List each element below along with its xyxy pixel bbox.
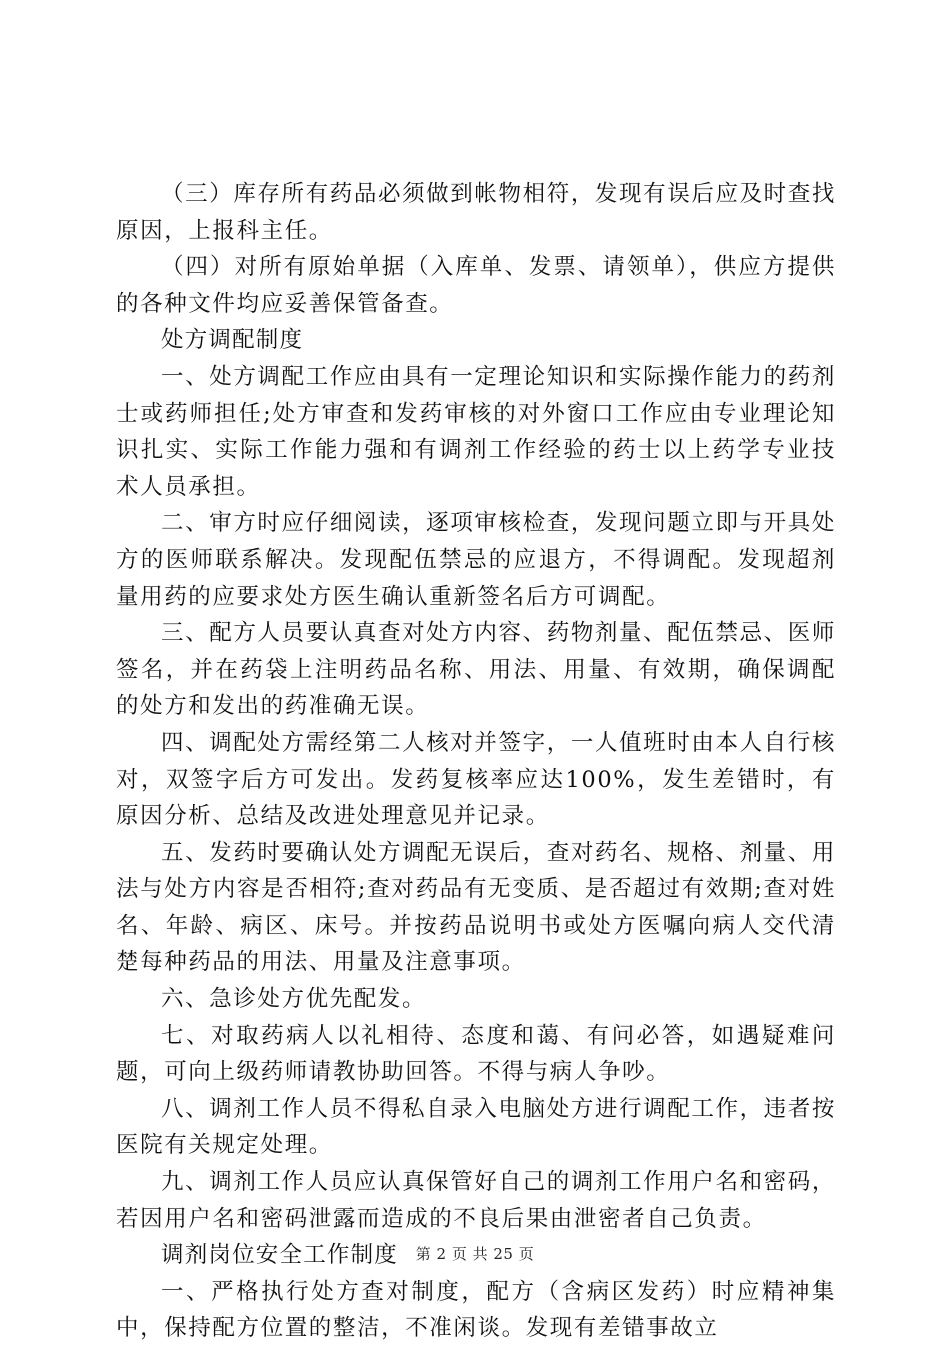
page-number: 第 2 页 共 25 页 bbox=[415, 1245, 535, 1263]
paragraph-safety-rule-1: 一、严格执行处方查对制度，配方（含病区发药）时应精神集中，保持配方位置的整洁，不准闲谈。发现有差错事故立 bbox=[116, 1278, 836, 1342]
paragraph-rule-3: 三、配方人员要认真查对处方内容、药物剂量、配伍禁忌、医师签名，并在药袋上注明药品名称、用法、用量、有效期，确保调配的处方和发出的药准确无误。 bbox=[116, 620, 836, 720]
paragraph-rule-6: 六、急诊处方优先配发。 bbox=[161, 986, 427, 1013]
paragraph-inventory-check: （三）库存所有药品必须做到帐物相符，发现有误后应及时查找原因，上报科主任。 bbox=[116, 181, 836, 244]
paragraph-rule-2: 二、审方时应仔细阅读，逐项审核检查，发现问题立即与开具处方的医师联系解决。发现配伍禁忌的应退方，不得调配。发现超剂量用药的应要求处方医生确认重新签名后方可调配。 bbox=[116, 510, 836, 610]
paragraph-document-storage: （四）对所有原始单据（入库单、发票、请领单），供应方提供的各种文件均应妥善保管备查。 bbox=[116, 254, 836, 317]
paragraph-rule-8: 八、调剂工作人员不得私自录入电脑处方进行调配工作，违者按医院有关规定处理。 bbox=[116, 1095, 836, 1159]
page-footer bbox=[0, 1243, 950, 1264]
section-heading-safety-rules: 调剂岗位安全工作制度 bbox=[161, 1242, 399, 1269]
document-body bbox=[116, 176, 836, 1347]
paragraph-rule-9: 九、调剂工作人员应认真保管好自己的调剂工作用户名和密码，若因用户名和密码泄露而造成的不良后果由泄密者自己负责。 bbox=[116, 1169, 836, 1232]
paragraph-rule-1: 一、处方调配工作应由具有一定理论知识和实际操作能力的药剂士或药师担任;处方审查和发药审核的对外窗口工作应由专业理论知识扎实、实际工作能力强和有调剂工作经验的药士以上药学专业技术人员承担。 bbox=[116, 363, 836, 500]
paragraph-rule-5: 五、发药时要确认处方调配无误后，查对药名、规格、剂量、用法与处方内容是否相符;查对药品有无变质、是否超过有效期;查对姓名、年龄、病区、床号。并按药品说明书或处方医嘱向病人交代清楚每种药品的用法、用量及注意事项。 bbox=[116, 839, 836, 976]
paragraph-rule-7: 七、对取药病人以礼相待、态度和蔼、有问必答，如遇疑难问题，可向上级药师请教协助回答。不得与病人争吵。 bbox=[116, 1022, 836, 1086]
section-heading-prescription-dispensing: 处方调配制度 bbox=[161, 327, 304, 354]
paragraph-rule-4: 四、调配处方需经第二人核对并签字，一人值班时由本人自行核对，双签字后方可发出。发药复核率应达100%，发生差错时，有原因分析、总结及改进处理意见并记录。 bbox=[116, 729, 836, 830]
